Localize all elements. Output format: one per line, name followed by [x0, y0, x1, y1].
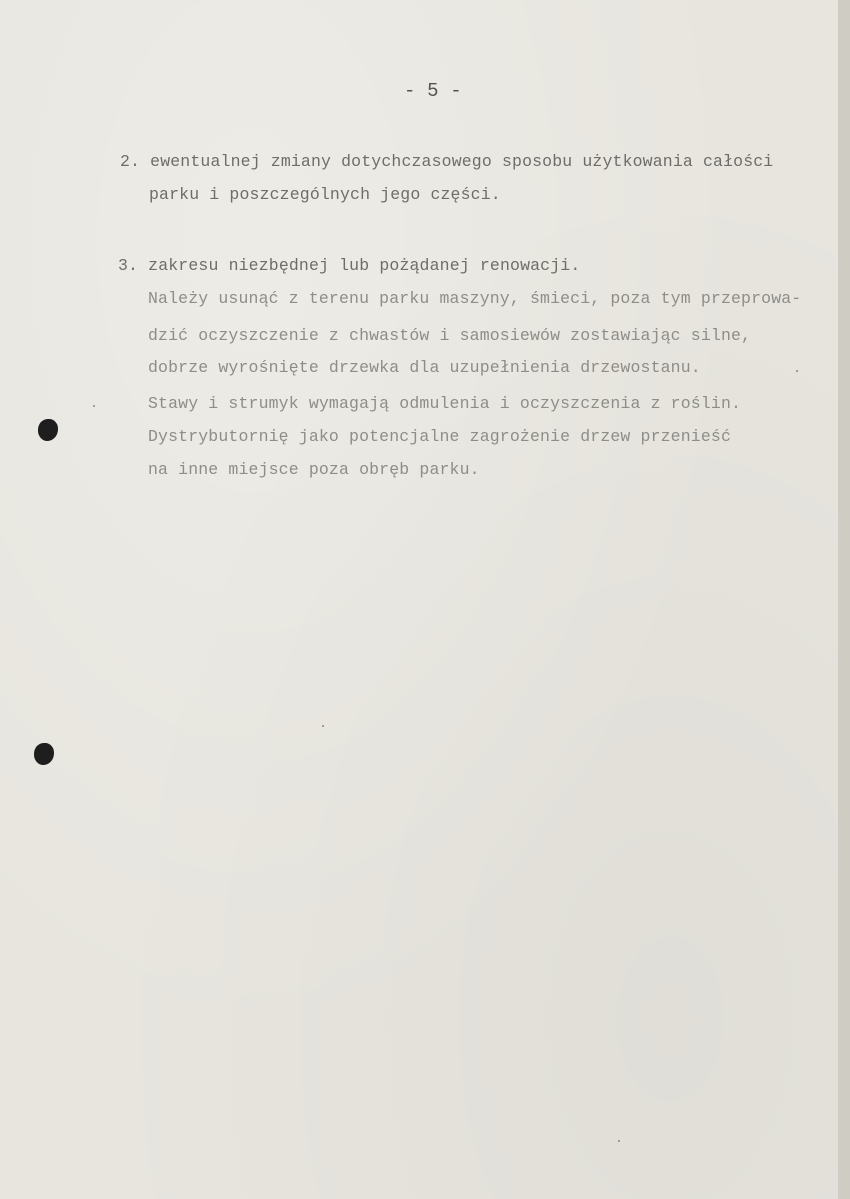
item-3-line-3: dzić oczyszczenie z chwastów i samosiewów zostawiając silne,	[148, 326, 752, 345]
item-3-line-2: Należy usunąć z terenu parku maszyny, śmieci, poza tym przeprowa-	[148, 289, 802, 308]
punch-hole-top	[38, 419, 58, 441]
item-2-line-2: parku i poszczególnych jego części.	[149, 185, 501, 204]
item-3-line-5: Stawy i strumyk wymagają odmulenia i oczyszczenia z roślin.	[148, 394, 742, 413]
item-3-line-6: Dystrybutornię jako potencjalne zagrożenie drzew przenieść	[148, 427, 731, 446]
page-number: - 5 -	[404, 80, 462, 102]
page-edge	[838, 0, 850, 1199]
paper-speck	[618, 1140, 620, 1142]
item-2-line-1: 2. ewentualnej zmiany dotychczasowego sposobu użytkowania całości	[120, 152, 774, 171]
item-3-line-4: dobrze wyrośnięte drzewka dla uzupełnienia drzewostanu.	[148, 358, 701, 377]
paper-speck	[322, 725, 324, 727]
paper-speck	[796, 370, 798, 372]
paper-speck	[93, 405, 95, 407]
item-3-line-7: na inne miejsce poza obręb parku.	[148, 460, 480, 479]
item-3-line-1: 3. zakresu niezbędnej lub pożądanej renowacji.	[118, 256, 581, 275]
punch-hole-bottom	[34, 743, 54, 765]
